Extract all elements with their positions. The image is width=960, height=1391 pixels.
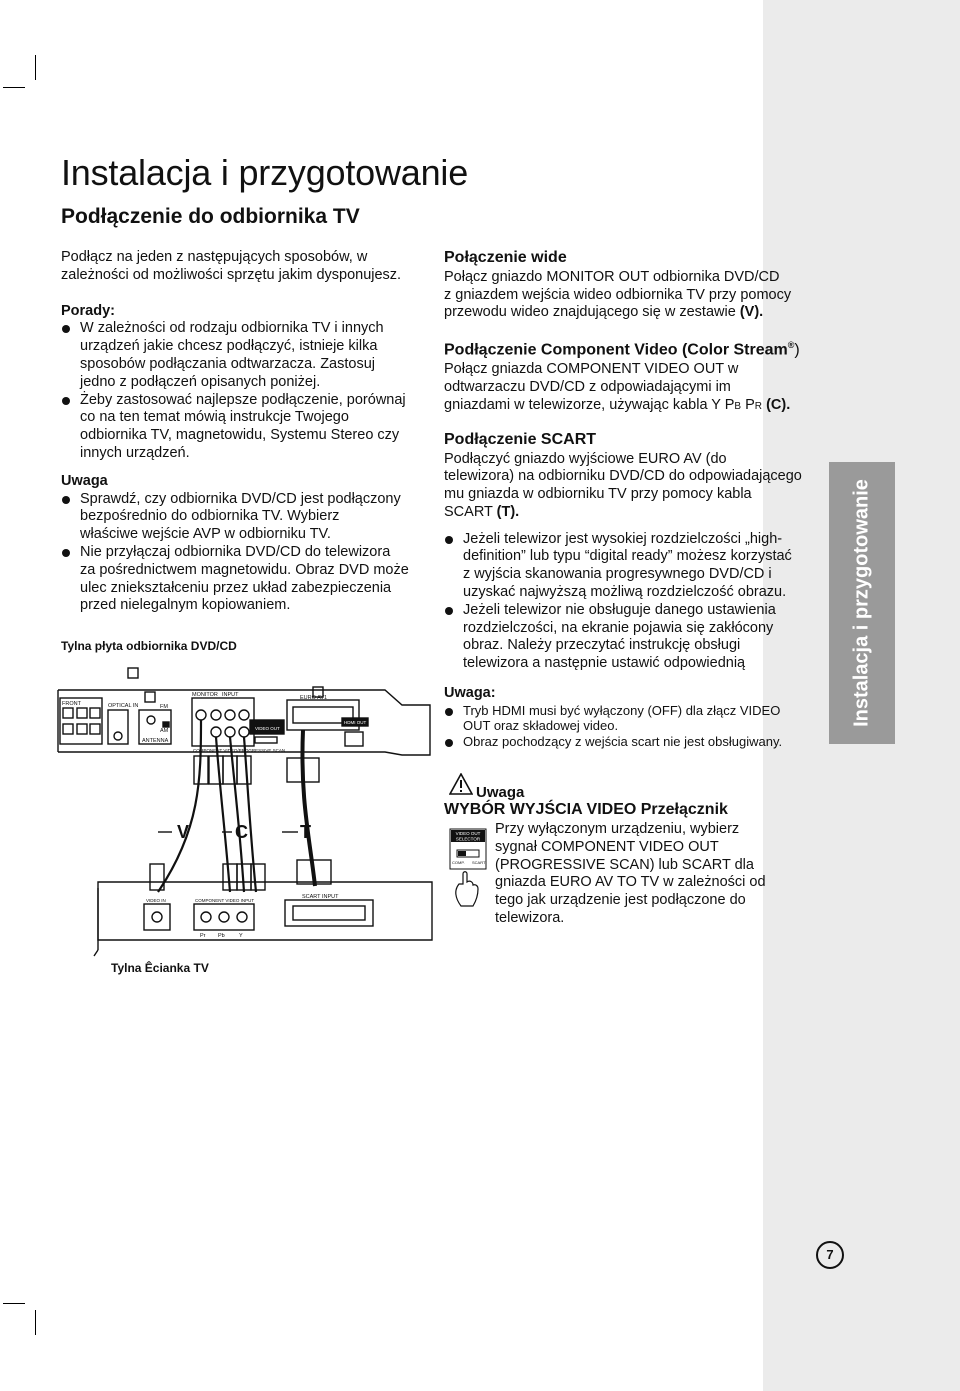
panel-label: ANTENNA	[142, 738, 169, 744]
caution-text: Przy wyłączonym urządzeniu, wybierz sygnał COMPONENT VIDEO OUT (PROGRESSIVE SCAN) lub SCART dla gniazda EURO AV TO TV w zależności od tego jak urządzenie jest podłączone do telewizora.	[495, 821, 766, 926]
panel-label: FRONT	[62, 701, 81, 707]
left-column	[61, 249, 431, 615]
connection-label-t: T	[300, 822, 311, 842]
panel-label: SCART INPUT	[302, 894, 339, 900]
list-item: W zależności od rodzaju odbiornika TV i innych urządzeń jakie chcesz podłączyć, istnieje kilka sposobów podłączania odtwarzacza. Zastosuj jedno z podłączeń opisanych poniżej.	[61, 320, 431, 391]
note-list	[61, 491, 431, 616]
side-tab-label: Instalacja i przygotowanie	[850, 479, 873, 727]
connection-diagram	[50, 660, 445, 958]
note-heading: Uwaga	[61, 472, 108, 489]
panel-label: Pb	[218, 933, 225, 939]
list-item: Żeby zastosować najlepsze podłączenie, porównaj co na ten temat mówią instrukcje Twojego odbiornika TV, magnetowidu, Systemu Stereo czy innych urządzeń.	[61, 392, 431, 463]
crop-mark	[35, 55, 36, 80]
diagram-caption-top: Tylna płyta odbiornika DVD/CD	[61, 639, 237, 653]
connection-label-c: C	[235, 822, 248, 842]
panel-label: COMPONENT VIDEO INPUT	[195, 898, 255, 903]
page-number: 7	[816, 1241, 844, 1269]
wide-heading: Połączenie wide	[444, 249, 567, 266]
panel-label: VIDEO OUT	[255, 726, 280, 731]
switch-label: SELECTOR	[455, 836, 481, 842]
panel-label: AM	[160, 728, 169, 734]
video-out-selector-switch	[449, 828, 487, 908]
panel-label: MONITOR	[192, 692, 218, 698]
component-heading: Podłączenie Component Video (Color Stream®)	[444, 340, 800, 359]
intro-line: zależności od możliwości sprzętu jakim dysponujesz.	[61, 266, 402, 283]
switch-label: SCART	[472, 860, 486, 865]
section-subtitle: Podłączenie do odbiornika TV	[61, 205, 360, 228]
note2-heading: Uwaga:	[444, 685, 496, 702]
caution-heading: WYBÓR WYJŚCIA VIDEO Przełącznik	[444, 801, 728, 818]
panel-label: Y	[239, 933, 243, 939]
crop-mark	[3, 87, 25, 88]
panel-label: OPTICAL IN	[108, 703, 139, 709]
list-item: Tryb HDMI musi być wyłączony (OFF) dla złącz VIDEO OUT oraz składowej video.	[444, 703, 804, 734]
list-item: Obraz pochodzący z wejścia scart nie jest obsługiwany.	[444, 734, 804, 750]
note2-list	[444, 703, 804, 750]
switch-label: VIDEO OUT	[455, 831, 481, 836]
panel-label: EURO AV1	[300, 695, 328, 701]
list-item: Jeżeli telewizor jest wysokiej rozdzielczości „high- definition” lub typu “digital ready” możesz korzystać z wyjścia skanowania progresywnego DVD/CD i uzyskać najwyższą możliwą rozdzielczość obrazu.	[444, 531, 804, 602]
panel-label: Pr	[200, 933, 206, 939]
list-item: Jeżeli telewizor nie obsługuje danego ustawienia rozdzielczości, na ekranie pojawia się zakłócony obraz. Należy przeczytać instrukcję obsługi telewizora a następnie ustawić odpowiednią	[444, 602, 804, 673]
panel-label: HDMI OUT	[344, 720, 367, 725]
scart-heading: Podłączenie SCART	[444, 430, 597, 448]
panel-label: COMPONENT VIDEO/PROGRESSIVE SCAN	[193, 748, 286, 753]
caution-label: Uwaga	[476, 784, 525, 801]
page-title: Instalacja i przygotowanie	[61, 152, 469, 193]
right-column: Połączenie wide Połącz gniazdo MONITOR OUT odbiornika DVD/CD z gniazdem wejścia wideo odbiornika TV przy pomocy przewodu wideo znajdującego się w zestawie (V). Podłączenie Component Video (Color Stream®) Połącz gniazda COMPONENT VIDEO OUT w odtwarzaczu DVD/CD z odpowiadającymi im gniazdami w telewizorze, używając kabla Y PB PR (C). Podłączenie SCART Podłączyć gniazdo wyjściowe EURO AV (do telewizora) na odbiorniku DVD/CD do odpowiadającego mu gniazda w odbiorniku TV przy pomocy kabla SCART (T). Jeżeli telewizor jest wysokiej rozdzielczości „high- definition” lub typu “digital ready” możesz korzystać z wyjścia skanowania progresywnego DVD/CD i uzyskać najwyższą możliwą rozdzielczość obrazu. Jeżeli telewizor nie obsługuje danego ustawienia rozdzielczości, na ekranie pojawia się zakłócony obraz. Należy przeczytać instrukcję obsługi telewizora a następnie ustawić odpowiednią Uwaga: Tryb HDMI musi być wyłączony (OFF) dla złącz VIDEO OUT oraz składowej video. Obraz pochodzący z wejścia scart nie jest obsługiwany.	[444, 249, 804, 749]
panel-label: INPUT	[222, 692, 239, 698]
crop-mark	[35, 1310, 36, 1335]
switch-label: COMP.	[452, 860, 465, 865]
list-item: Nie przyłączaj odbiornika DVD/CD do telewizora za pośrednictwem magnetowidu. Obraz DVD może ulec zniekształceniu przez układ zabezpieczenia przed nielegalnym kopiowaniem.	[61, 544, 431, 615]
scart-list	[444, 531, 804, 673]
intro-line: Podłącz na jeden z następujących sposobów, w	[61, 249, 368, 265]
panel-label: FM	[160, 704, 168, 710]
panel-label: VIDEO IN	[146, 898, 166, 903]
list-item: Sprawdź, czy odbiornika DVD/CD jest podłączony bezpośrednio do odbiornika TV. Wybierz właściwe wejście AVP w odbiorniku TV.	[61, 491, 431, 544]
crop-mark	[3, 1303, 25, 1304]
diagram-caption-bottom: Tylna Êcianka TV	[111, 961, 209, 975]
connection-label-v: V	[177, 822, 190, 842]
warning-icon	[449, 773, 473, 795]
tips-heading: Porady:	[61, 302, 115, 319]
tips-list	[61, 320, 431, 462]
